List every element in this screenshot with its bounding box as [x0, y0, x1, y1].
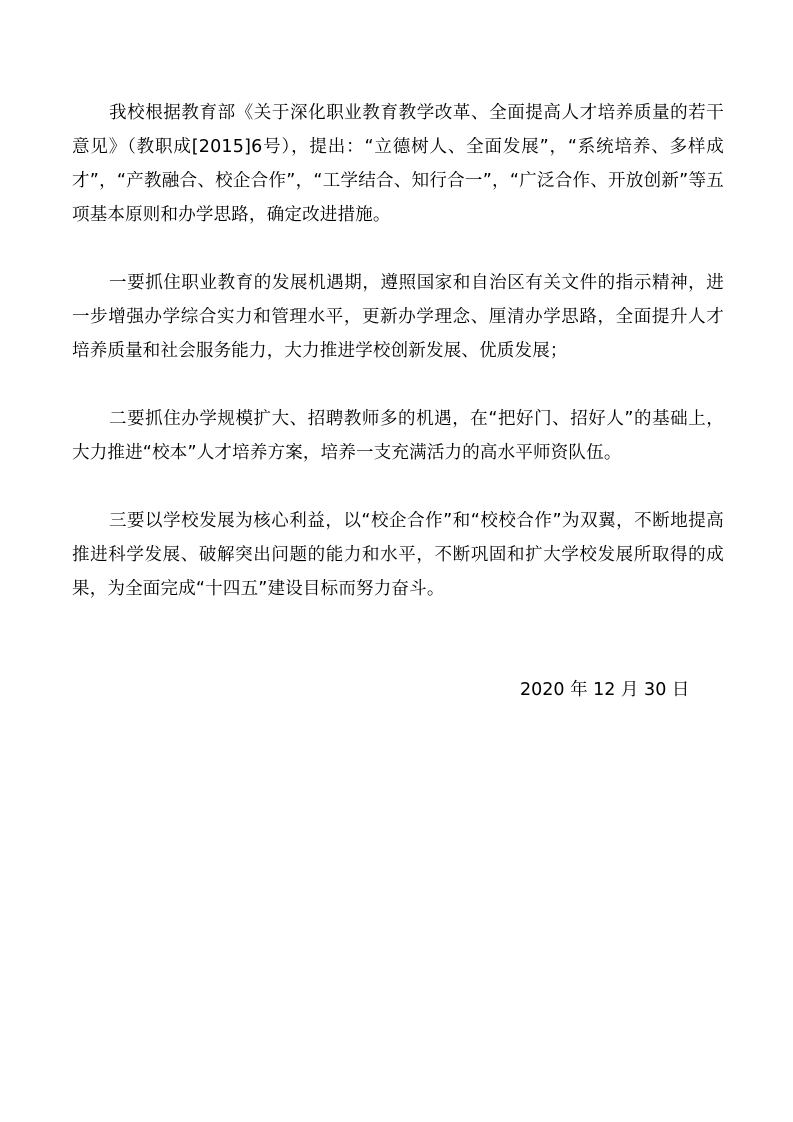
paragraph-measure-three: 三要以学校发展为核心利益，以“校企合作”和“校校合作”为双翼，不断地提高推进科学发展、破解突出问题的能力和水平，不断巩固和扩大学校发展所取得的成果，为全面完成“十四五”建设目标而努力奋斗。	[72, 511, 724, 599]
paragraph-spacer	[72, 368, 724, 402]
paragraph-spacer	[72, 470, 724, 504]
document-body	[72, 96, 724, 606]
paragraph-measure-two: 二要抓住办学规模扩大、招聘教师多的机遇，在“把好门、招好人”的基础上，大力推进“校本”人才培养方案，培养一支充满活力的高水平师资队伍。	[72, 409, 724, 463]
paragraph-spacer	[72, 232, 724, 266]
paragraph-measure-one: 一要抓住职业教育的发展机遇期，遵照国家和自治区有关文件的指示精神，进一步增强办学综合实力和管理水平，更新办学理念、厘清办学思路，全面提升人才培养质量和社会服务能力，大力推进学校创新发展、优质发展；	[72, 273, 724, 361]
paragraph-basis: 我校根据教育部《关于深化职业教育教学改革、全面提高人才培养质量的若干意见》（教职成[2015]6号），提出：“立德树人、全面发展”，“系统培养、多样成才”，“产教融合、校企合作”，“工学结合、知行合一”，“广泛合作、开放创新”等五项基本原则和办学思路，确定改进措施。	[72, 103, 724, 225]
document-date: 2020 年 12 月 30 日	[520, 680, 690, 700]
